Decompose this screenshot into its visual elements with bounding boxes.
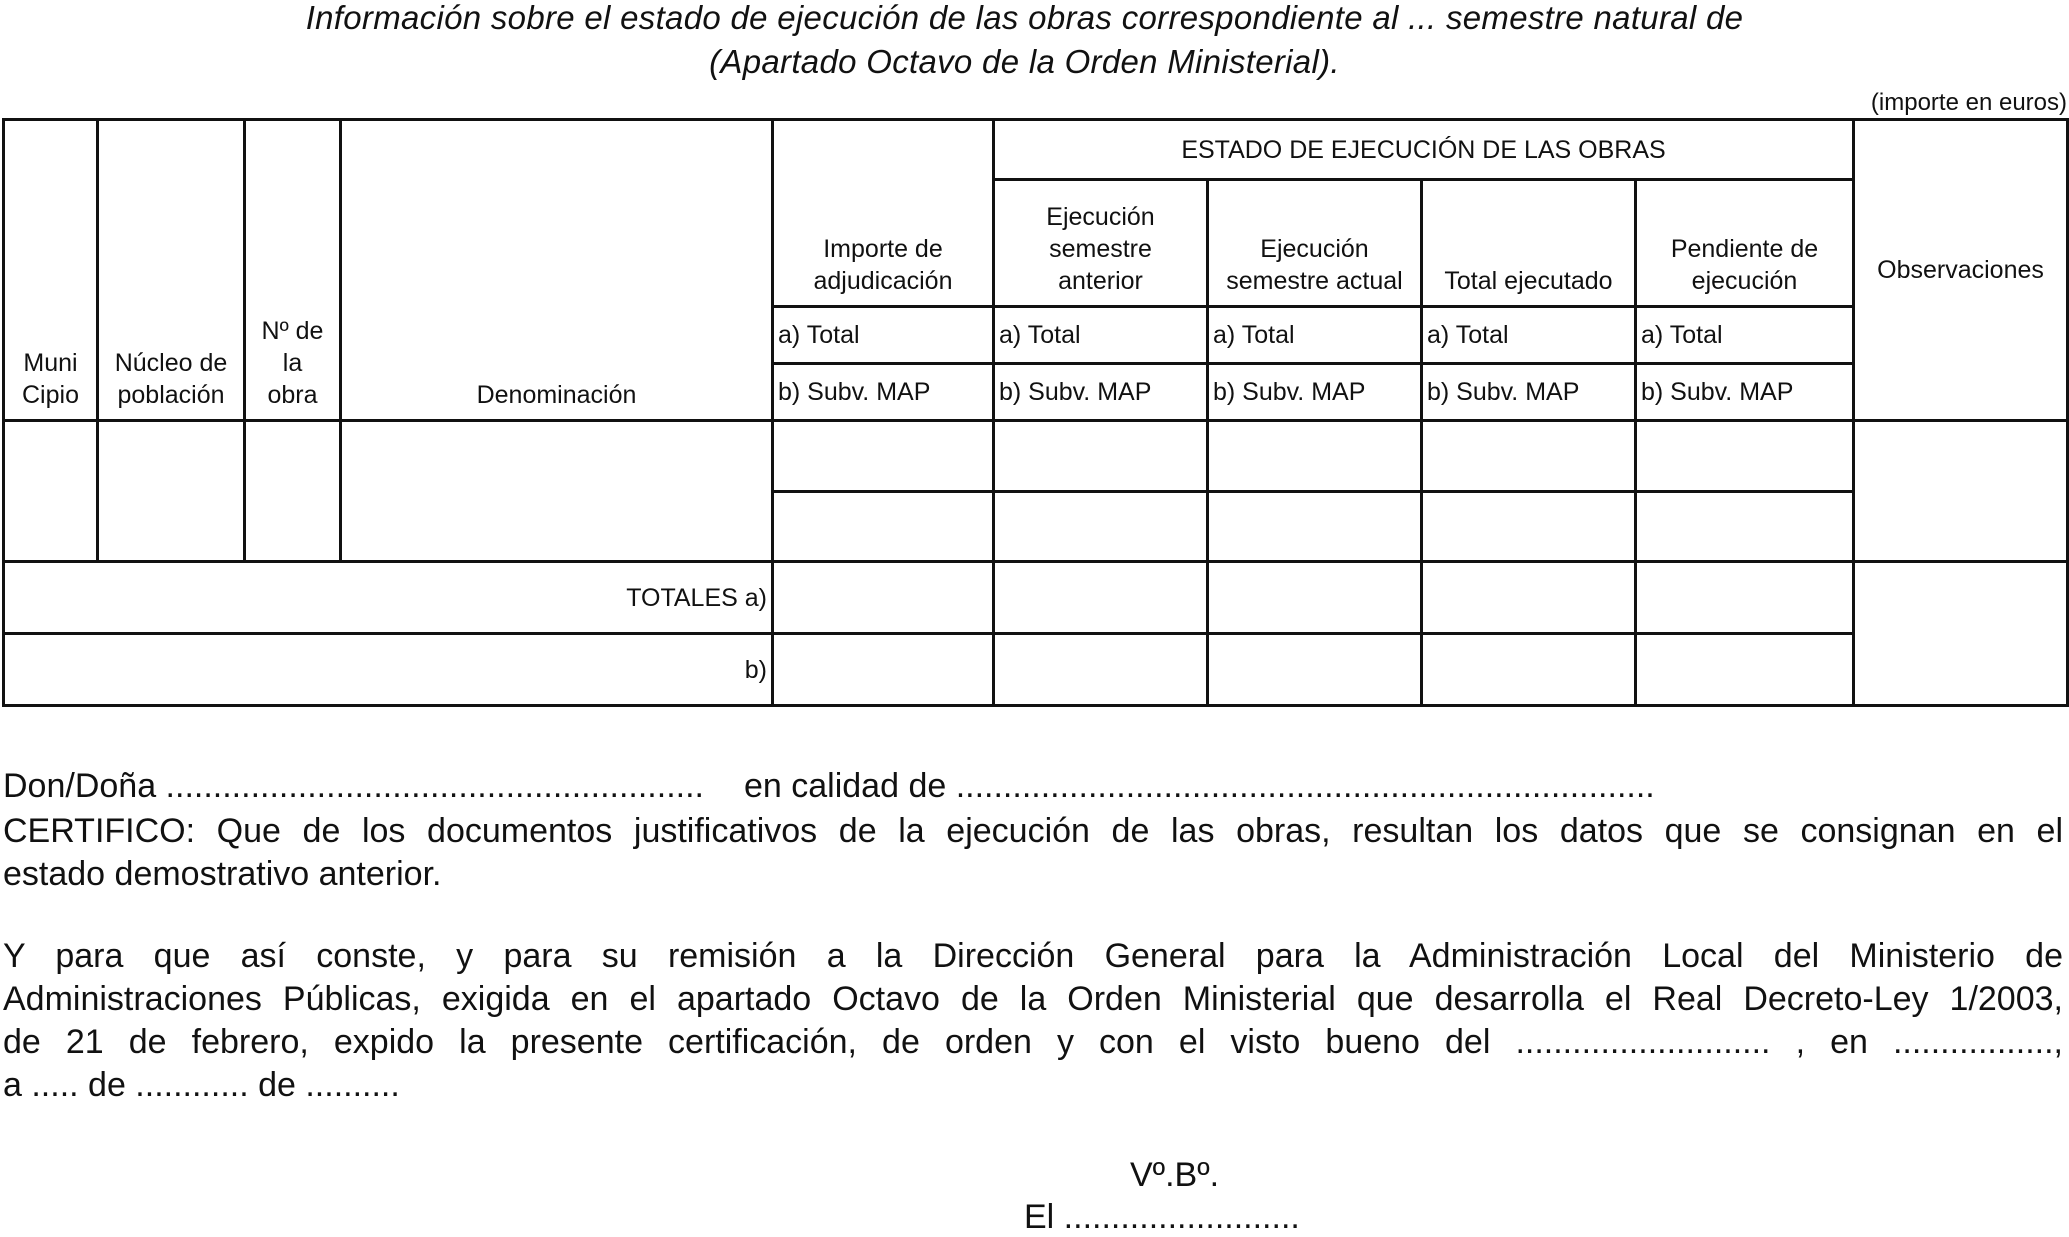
totales-pendiente-b	[1636, 634, 1854, 706]
execution-status-table	[2, 118, 2069, 707]
sub-subv-importe: b) Subv. MAP	[773, 364, 994, 421]
sub-total-importe: a) Total	[773, 307, 994, 364]
certification-block	[3, 810, 2063, 896]
sub-subv-ejecutado: b) Subv. MAP	[1422, 364, 1636, 421]
header-total-ejecutado: Total ejecutado	[1422, 180, 1636, 307]
document-title-line-2: (Apartado Octavo de la Orden Ministerial).	[709, 43, 1340, 80]
header-estado-ejecucion: ESTADO DE EJECUCIÓN DE LAS OBRAS	[994, 120, 1854, 180]
header-ej-anterior-2: semestre	[1049, 235, 1152, 263]
totales-actual-a	[1208, 562, 1422, 634]
en-calidad-de-field: en calidad de ..........................................................................	[743, 767, 1655, 805]
data-cell-denominacion	[341, 421, 773, 562]
para-line-1: Y para que así conste, y para su remisión a la Dirección General para la Administración Local del Ministerio de	[3, 937, 2063, 975]
header-importe-2: adjudicación	[813, 267, 953, 295]
header-ej-anterior-3: anterior	[1058, 267, 1143, 295]
header-nucleo	[98, 120, 245, 421]
cert-line-1: CERTIFICO: Que de los documentos justificativos de la ejecución de las obras, resultan los datos que se consignan en el	[3, 812, 2063, 850]
para-line-4: a ..... de ............ de ..........	[3, 1066, 400, 1104]
data-cell-numero	[245, 421, 341, 562]
sub-total-ejecutado: a) Total	[1422, 307, 1636, 364]
totales-total-a	[1422, 562, 1636, 634]
document-title-line-1: Información sobre el estado de ejecución de las obras correspondiente al ... semestre natural de	[305, 0, 1744, 36]
data-cell-municipio	[4, 421, 98, 562]
totales-a-label: TOTALES a)	[4, 562, 773, 634]
header-numero-1: Nº de	[261, 317, 324, 345]
para-line-2: Administraciones Públicas, exigida en el apartado Octavo de la Orden Ministerial que desarrolla el Real Decreto-Ley 1/2003,	[3, 980, 2063, 1018]
sub-total-anterior: a) Total	[994, 307, 1208, 364]
data-cell-nucleo	[98, 421, 245, 562]
totales-pendiente-a	[1636, 562, 1854, 634]
data-cell-pendiente-b	[1636, 492, 1854, 562]
el-signature-line: El .........................	[1024, 1198, 1300, 1236]
header-municipio-bottom: Cipio	[22, 381, 79, 409]
header-ej-actual-2: semestre actual	[1226, 267, 1403, 295]
sub-subv-actual: b) Subv. MAP	[1208, 364, 1422, 421]
sub-subv-anterior: b) Subv. MAP	[994, 364, 1208, 421]
sub-subv-pendiente: b) Subv. MAP	[1636, 364, 1854, 421]
header-denominacion: Denominación	[341, 120, 773, 421]
data-cell-actual-b	[1208, 492, 1422, 562]
header-municipio	[4, 120, 98, 421]
header-ej-actual-1: Ejecución	[1260, 235, 1369, 263]
signer-line	[3, 765, 2063, 808]
data-cell-anterior-b	[994, 492, 1208, 562]
totales-importe-b	[773, 634, 994, 706]
don-dona-field: Don/Doña .........................................................	[3, 767, 704, 805]
totales-total-b	[1422, 634, 1636, 706]
header-nucleo-bottom: población	[117, 381, 225, 409]
data-cell-importe-a	[773, 421, 994, 492]
header-numero-obra	[245, 120, 341, 421]
header-importe	[773, 120, 994, 307]
header-pendiente-1: Pendiente de	[1670, 235, 1819, 263]
header-ejecucion-actual	[1208, 180, 1422, 307]
data-cell-total-b	[1422, 492, 1636, 562]
header-ej-anterior-1: Ejecución	[1046, 203, 1155, 231]
header-ejecucion-anterior	[994, 180, 1208, 307]
data-cell-actual-a	[1208, 421, 1422, 492]
cert-line-2: estado demostrativo anterior.	[3, 855, 442, 893]
units-note: (importe en euros)	[1870, 89, 2067, 116]
data-cell-importe-b	[773, 492, 994, 562]
header-numero-3: obra	[267, 381, 318, 409]
totales-observaciones	[1854, 562, 2068, 706]
totales-importe-a	[773, 562, 994, 634]
totales-b-label: b)	[4, 634, 773, 706]
remission-paragraph	[3, 935, 2063, 1107]
header-nucleo-top: Núcleo de	[114, 349, 228, 377]
header-pendiente-2: ejecución	[1691, 267, 1798, 295]
sub-total-actual: a) Total	[1208, 307, 1422, 364]
header-observaciones: Observaciones	[1854, 120, 2068, 421]
header-municipio-top: Muni	[23, 349, 78, 377]
visto-bueno-label: Vº.Bº.	[1130, 1156, 1220, 1194]
sub-total-pendiente: a) Total	[1636, 307, 1854, 364]
data-cell-pendiente-a	[1636, 421, 1854, 492]
header-numero-2: la	[282, 349, 303, 377]
para-line-3: de 21 de febrero, expido la presente certificación, de orden y con el visto bueno del ........................... , en .................,	[3, 1023, 2063, 1061]
data-cell-observaciones	[1854, 421, 2068, 562]
data-cell-anterior-a	[994, 421, 1208, 492]
totales-actual-b	[1208, 634, 1422, 706]
data-cell-total-a	[1422, 421, 1636, 492]
totales-anterior-b	[994, 634, 1208, 706]
header-pendiente	[1636, 180, 1854, 307]
header-importe-1: Importe de	[823, 235, 943, 263]
totales-anterior-a	[994, 562, 1208, 634]
